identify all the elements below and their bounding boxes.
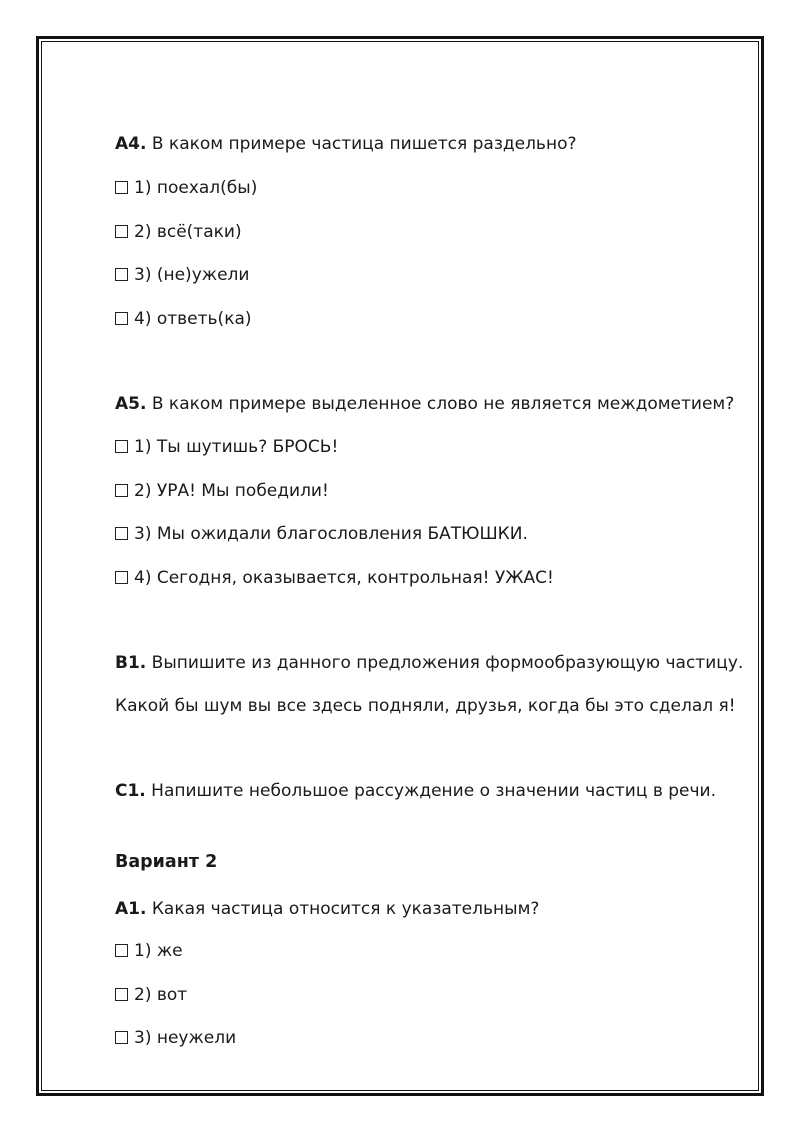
question-label: В1. [115, 653, 147, 673]
checkbox[interactable] [115, 225, 128, 238]
option-a4-4[interactable] [115, 308, 252, 330]
option-a5-3[interactable] [115, 523, 528, 545]
option-a4-2[interactable] [115, 221, 242, 243]
option-a4-1[interactable] [115, 177, 257, 199]
option-label: 2) УРА! Мы победили! [134, 481, 329, 501]
checkbox[interactable] [115, 181, 128, 194]
question-text: В каком примере частица пишется раздельно? [151, 134, 577, 154]
question-label: А5. [115, 394, 147, 414]
question-label: А1. [115, 899, 147, 919]
checkbox[interactable] [115, 527, 128, 540]
option-label: 1) Ты шутишь? БРОСЬ! [134, 437, 339, 457]
question-text: Напишите небольшое рассуждение о значении частиц в речи. [151, 781, 716, 801]
question-c1 [115, 780, 716, 802]
variant-heading: Вариант 2 [115, 852, 218, 872]
option-label: 3) (не)ужели [134, 265, 250, 285]
option-a5-1[interactable] [115, 436, 338, 458]
option-label: 4) Сегодня, оказывается, контрольная! УЖАС! [134, 568, 554, 588]
question-a5 [115, 393, 734, 415]
option-label: 4) ответь(ка) [134, 309, 252, 329]
question-text: Какая частица относится к указательным? [151, 899, 540, 919]
option-label: 2) вот [134, 985, 188, 1005]
option-label: 3) Мы ожидали благословления БАТЮШКИ. [134, 524, 528, 544]
question-text: Выпишите из данного предложения формообразующую частицу. [151, 653, 744, 673]
checkbox[interactable] [115, 944, 128, 957]
question-v2-a1 [115, 898, 539, 920]
checkbox[interactable] [115, 268, 128, 281]
question-label: А4. [115, 134, 147, 154]
question-a4 [115, 133, 577, 155]
option-a5-2[interactable] [115, 480, 329, 502]
question-label: С1. [115, 781, 146, 801]
question-b1 [115, 652, 743, 674]
checkbox[interactable] [115, 1031, 128, 1044]
option-label: 1) же [134, 941, 183, 961]
option-a5-4[interactable] [115, 567, 554, 589]
checkbox[interactable] [115, 484, 128, 497]
checkbox[interactable] [115, 988, 128, 1001]
question-b1-sentence: Какой бы шум вы все здесь подняли, друзья, когда бы это сделал я! [115, 696, 736, 716]
checkbox[interactable] [115, 571, 128, 584]
option-v2-a1-2[interactable] [115, 984, 187, 1006]
option-a4-3[interactable] [115, 264, 249, 286]
checkbox[interactable] [115, 440, 128, 453]
checkbox[interactable] [115, 312, 128, 325]
question-text: В каком примере выделенное слово не является междометием? [151, 394, 735, 414]
option-label: 1) поехал(бы) [134, 178, 258, 198]
option-label: 2) всё(таки) [134, 222, 242, 242]
option-v2-a1-3[interactable] [115, 1027, 236, 1049]
option-label: 3) неужели [134, 1028, 237, 1048]
option-v2-a1-1[interactable] [115, 940, 183, 962]
